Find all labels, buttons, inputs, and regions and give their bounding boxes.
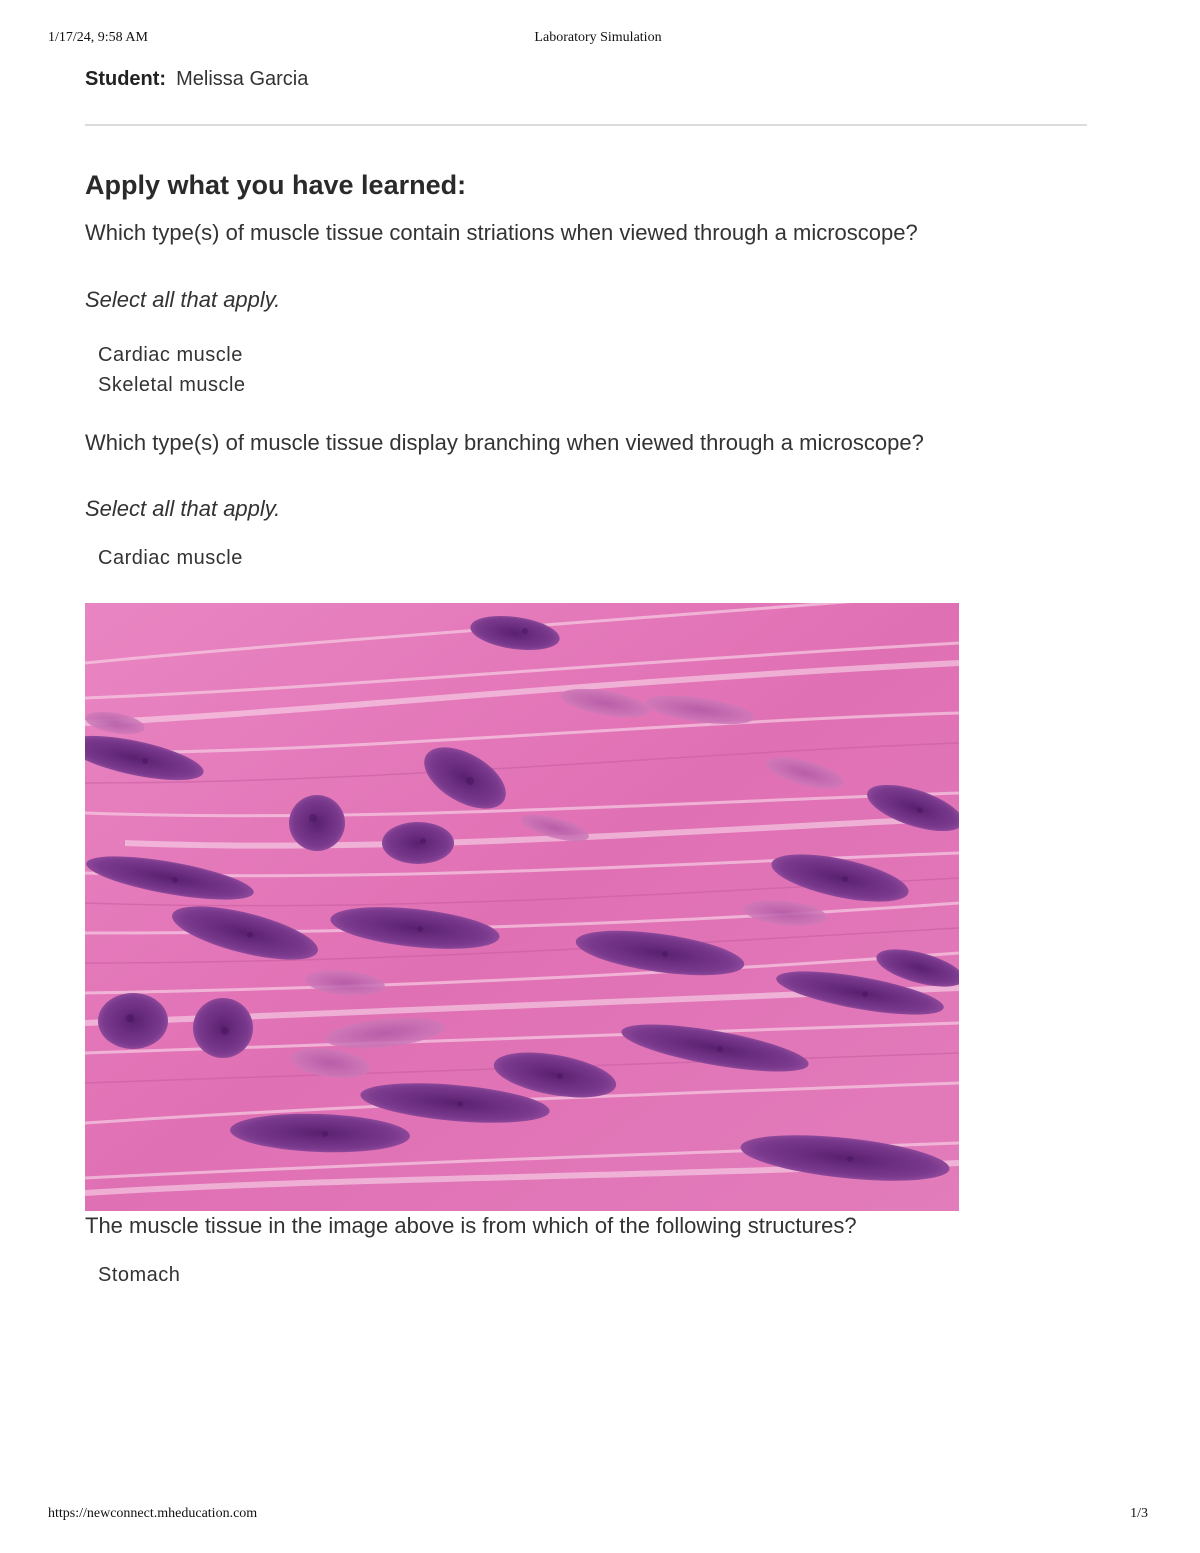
muscle-micrograph-image [85, 603, 959, 1211]
question-2-answers [98, 543, 243, 573]
student-label: Student: [85, 68, 167, 90]
print-footer [48, 1506, 1148, 1526]
student-name: Melissa Garcia [176, 68, 309, 90]
student-row [85, 68, 308, 91]
print-header [48, 30, 1148, 50]
print-page-title: Laboratory Simulation [534, 30, 662, 45]
divider [85, 124, 1087, 126]
question-3-text: The muscle tissue in the image above is from which of the following structures? [85, 1213, 857, 1238]
print-url: https://newconnect.mheducation.com [48, 1506, 258, 1521]
answer-item: Cardiac muscle [98, 547, 243, 569]
answer-item: Cardiac muscle [98, 344, 243, 366]
question-1-answers [98, 340, 246, 400]
print-datetime: 1/17/24, 9:58 AM [48, 30, 148, 45]
print-page-number: 1/3 [1130, 1506, 1148, 1521]
answer-item: Stomach [98, 1264, 181, 1286]
question-2-instruction: Select all that apply. [85, 496, 281, 521]
answer-item: Skeletal muscle [98, 374, 246, 396]
question-1-instruction: Select all that apply. [85, 287, 281, 312]
question-3-answers [98, 1260, 180, 1290]
question-2-text: Which type(s) of muscle tissue display branching when viewed through a microscope? [85, 430, 924, 455]
micrograph-illustration [85, 603, 959, 1211]
section-title: Apply what you have learned: [85, 170, 467, 200]
question-1-text: Which type(s) of muscle tissue contain striations when viewed through a microscope? [85, 220, 918, 245]
